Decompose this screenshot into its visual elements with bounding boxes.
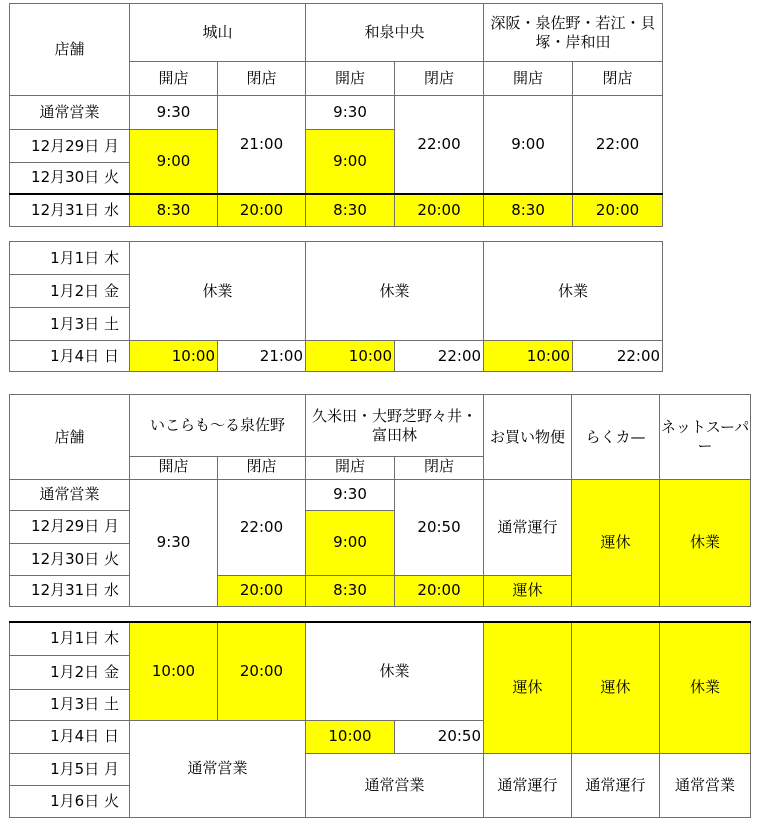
close-header: 閉店 [395, 457, 484, 480]
open-header: 開店 [306, 62, 395, 96]
shiroyama-close-dec31: 20:00 [218, 194, 306, 227]
row-label-jan3: 1月3日 土 [10, 308, 130, 341]
holiday-hours-table-4 [9, 621, 751, 818]
holiday-hours-table-3 [9, 394, 751, 607]
row-label-jan6: 1月6日 火 [10, 785, 130, 817]
ikoramall-close: 22:00 [218, 479, 306, 575]
rakuka-suspended: 運休 [572, 479, 660, 606]
fukasaka-open: 9:00 [484, 96, 573, 194]
fukasaka-closed: 休業 [484, 242, 663, 341]
netsuper-normal: 通常営業 [660, 753, 751, 817]
shiroyama-open-dec31: 8:30 [130, 194, 218, 227]
shiroyama-close: 21:00 [218, 96, 306, 194]
izumichuo-open-special: 9:00 [306, 130, 395, 194]
izumichuo-close: 22:00 [395, 96, 484, 194]
fukasaka-open-jan4: 10:00 [484, 341, 573, 372]
row-label-dec31: 12月31日 水 [10, 575, 130, 606]
open-header: 開店 [130, 457, 218, 480]
rakuka-normal: 通常運行 [572, 753, 660, 817]
service-kaimonobin: お買い物便 [484, 395, 572, 480]
kaimonobin-normal: 通常運行 [484, 753, 572, 817]
close-header: 閉店 [573, 62, 663, 96]
row-label-dec30: 12月30日 火 [10, 163, 130, 194]
open-header: 開店 [306, 457, 395, 480]
store-name-ikoramall: いこらも〜る泉佐野 [130, 395, 306, 457]
service-netsuper: ネットスーパー [660, 395, 751, 480]
row-label-jan2: 1月2日 金 [10, 655, 130, 689]
open-header: 開店 [130, 62, 218, 96]
close-header: 閉店 [218, 457, 306, 480]
netsuper-closed: 休業 [660, 479, 751, 606]
holiday-hours-table-2 [9, 241, 663, 372]
kaimonobin-suspended: 運休 [484, 622, 572, 753]
ikoramall-open: 9:30 [130, 479, 218, 606]
fukasaka-close-jan4: 22:00 [573, 341, 663, 372]
store-name-fukasaka-group: 深阪・泉佐野・若江・貝塚・岸和田 [484, 4, 663, 62]
row-label-jan1: 1月1日 木 [10, 622, 130, 655]
fukasaka-open-dec31: 8:30 [484, 194, 573, 227]
kumeda-close-dec31: 20:00 [395, 575, 484, 606]
service-rakuka: らくカ— [572, 395, 660, 480]
shiroyama-open-jan4: 10:00 [130, 341, 218, 372]
row-label-jan5: 1月5日 月 [10, 753, 130, 785]
ikoramall-normal: 通常営業 [130, 720, 306, 817]
shiroyama-open-special: 9:00 [130, 130, 218, 194]
store-name-shiroyama: 城山 [130, 4, 306, 62]
row-label-dec31: 12月31日 水 [10, 194, 130, 227]
izumichuo-close-jan4: 22:00 [395, 341, 484, 372]
kumeda-open-special: 9:00 [306, 510, 395, 575]
kumeda-open-dec31: 8:30 [306, 575, 395, 606]
row-label-jan4: 1月4日 日 [10, 341, 130, 372]
izumichuo-open-dec31: 8:30 [306, 194, 395, 227]
row-label-normal: 通常営業 [10, 479, 130, 510]
fukasaka-close: 22:00 [573, 96, 663, 194]
shiroyama-open-normal: 9:30 [130, 96, 218, 130]
kumeda-closed: 休業 [306, 622, 484, 720]
netsuper-closed: 休業 [660, 622, 751, 753]
store-name-kumeda-group: 久米田・大野芝野々井・富田林 [306, 395, 484, 457]
kumeda-close: 20:50 [395, 479, 484, 575]
ikoramall-open-newyear: 10:00 [130, 622, 218, 720]
store-header: 店舗 [10, 4, 130, 96]
store-header: 店舗 [10, 395, 130, 480]
holiday-hours-table-1 [9, 3, 663, 227]
kumeda-open-jan4: 10:00 [306, 720, 395, 753]
ikoramall-close-newyear: 20:00 [218, 622, 306, 720]
rakuka-suspended: 運休 [572, 622, 660, 753]
izumichuo-close-dec31: 20:00 [395, 194, 484, 227]
izumichuo-closed: 休業 [306, 242, 484, 341]
row-label-normal: 通常営業 [10, 96, 130, 130]
shiroyama-close-jan4: 21:00 [218, 341, 306, 372]
izumichuo-open-jan4: 10:00 [306, 341, 395, 372]
fukasaka-close-dec31: 20:00 [573, 194, 663, 227]
kumeda-open-normal: 9:30 [306, 479, 395, 510]
row-label-jan4: 1月4日 日 [10, 720, 130, 753]
row-label-jan1: 1月1日 木 [10, 242, 130, 275]
row-label-dec30: 12月30日 火 [10, 543, 130, 575]
kumeda-close-jan4: 20:50 [395, 720, 484, 753]
kaimonobin-normal: 通常運行 [484, 479, 572, 575]
row-label-dec29: 12月29日 月 [10, 130, 130, 163]
izumichuo-open-normal: 9:30 [306, 96, 395, 130]
kaimonobin-dec31: 運休 [484, 575, 572, 606]
open-header: 開店 [484, 62, 573, 96]
store-name-izumichuo: 和泉中央 [306, 4, 484, 62]
kumeda-normal: 通常営業 [306, 753, 484, 817]
close-header: 閉店 [218, 62, 306, 96]
row-label-jan2: 1月2日 金 [10, 275, 130, 308]
ikoramall-close-dec31: 20:00 [218, 575, 306, 606]
row-label-jan3: 1月3日 土 [10, 689, 130, 720]
row-label-dec29: 12月29日 月 [10, 510, 130, 543]
shiroyama-closed: 休業 [130, 242, 306, 341]
close-header: 閉店 [395, 62, 484, 96]
